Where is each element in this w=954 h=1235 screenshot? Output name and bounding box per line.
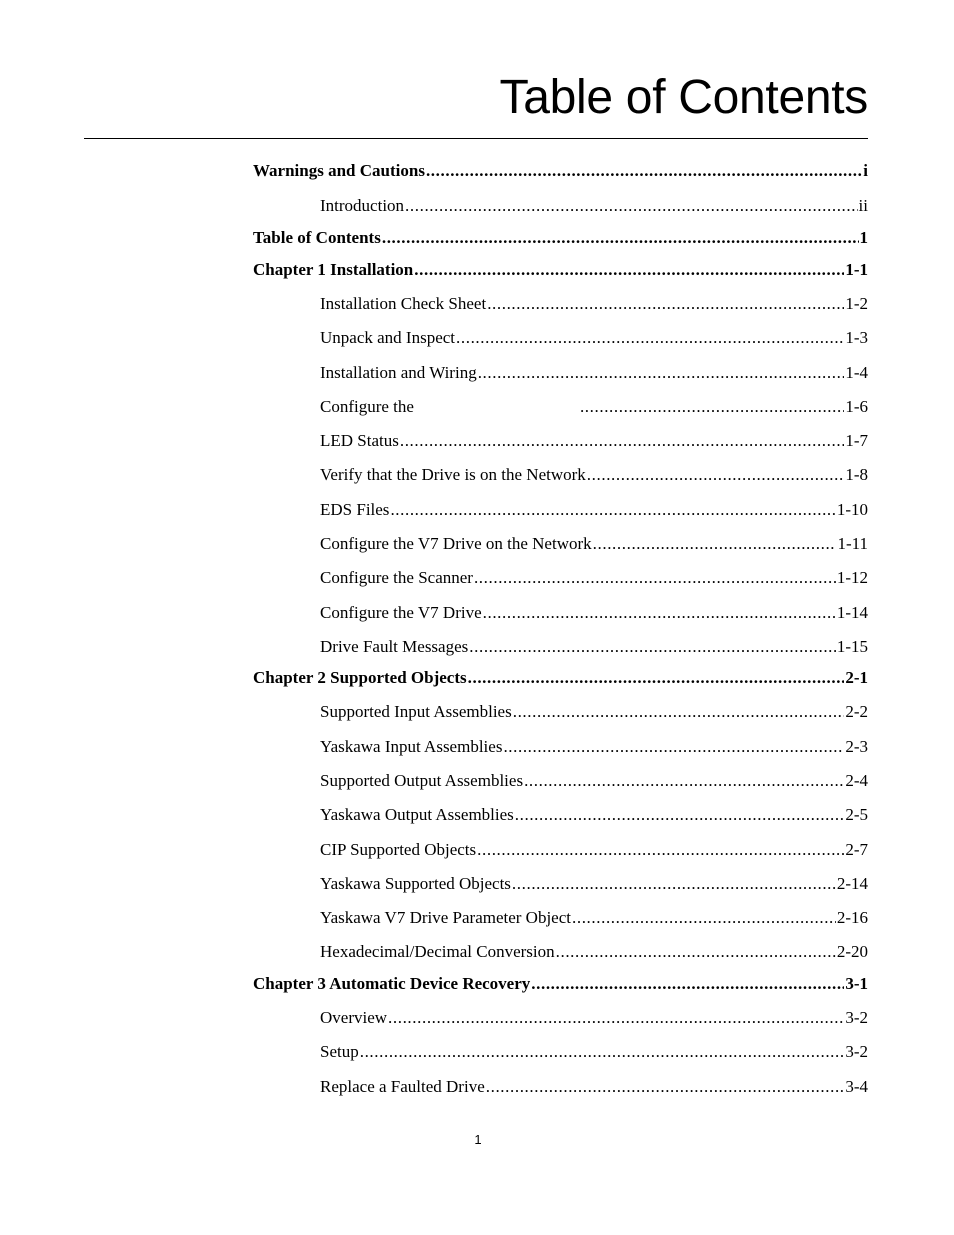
- toc-dot-leader: [587, 465, 845, 485]
- toc-entry-page: i: [863, 161, 868, 180]
- toc-section-entry[interactable]: [320, 328, 868, 348]
- toc-section-entry[interactable]: [320, 737, 868, 757]
- toc-entry-label: Chapter 1 Installation: [253, 260, 414, 279]
- toc-dot-leader: [382, 228, 859, 248]
- toc-entry-label: Yaskawa Output Assemblies: [320, 805, 514, 824]
- toc-entry-label: Yaskawa Input Assemblies: [320, 737, 503, 756]
- toc-entry-label: LED Status: [320, 431, 399, 450]
- toc-section-entry[interactable]: [320, 397, 868, 417]
- toc-entry-label: Unpack and Inspect: [320, 328, 456, 347]
- toc-entry-page: 1-2: [845, 294, 868, 313]
- toc-entry-label: Yaskawa V7 Drive Parameter Object: [320, 908, 571, 927]
- toc-dot-leader: [524, 771, 844, 791]
- toc-entry-page: 1-14: [836, 603, 868, 622]
- toc-dot-leader: [388, 1008, 844, 1028]
- toc-dot-leader: [405, 196, 858, 216]
- toc-entry-page: 2-14: [836, 874, 868, 893]
- toc-entry-page: 1-6: [845, 397, 868, 416]
- toc-entry-page: 1-11: [837, 534, 868, 553]
- page-title: Table of Contents: [499, 71, 868, 124]
- toc-entry-page: 2-20: [836, 942, 868, 961]
- toc-dot-leader: [468, 668, 845, 688]
- toc-section-entry[interactable]: [320, 637, 868, 657]
- toc-entry-label: Drive Fault Messages: [320, 637, 469, 656]
- toc-section-entry[interactable]: [320, 603, 868, 623]
- toc-entry-page: 1-10: [836, 500, 868, 519]
- toc-entry-label: EDS Files: [320, 500, 390, 519]
- toc-dot-leader: [593, 534, 837, 554]
- toc-section-entry[interactable]: [320, 568, 868, 588]
- toc-section-entry[interactable]: [320, 363, 868, 383]
- toc-chapter-entry[interactable]: [253, 228, 868, 248]
- toc-dot-leader: [515, 805, 845, 825]
- toc-chapter-entry[interactable]: [253, 260, 868, 280]
- toc-entry-page: 2-3: [845, 737, 868, 756]
- toc-entry-label: Hexadecimal/Decimal Conversion: [320, 942, 555, 961]
- toc-section-entry[interactable]: [320, 840, 868, 860]
- toc-dot-leader: [477, 840, 844, 860]
- toc-dot-leader: [486, 1077, 845, 1097]
- toc-entry-label: CIP Supported Objects: [320, 840, 477, 859]
- toc-chapter-entry[interactable]: [253, 161, 868, 181]
- toc-entry-page: 1-12: [836, 568, 868, 587]
- toc-section-entry[interactable]: [320, 908, 868, 928]
- toc-entry-label: Setup: [320, 1042, 359, 1061]
- toc-dot-leader: [478, 363, 845, 383]
- toc-section-entry[interactable]: [320, 465, 868, 485]
- toc-dot-leader: [483, 603, 836, 623]
- toc-entry-page: 2-1: [845, 668, 868, 687]
- toc-dot-leader: [580, 397, 844, 417]
- toc-section-entry[interactable]: [320, 771, 868, 791]
- toc-section-entry[interactable]: [320, 942, 868, 962]
- toc-entry-page: 1: [859, 228, 868, 247]
- toc-entry-label: Supported Output Assemblies: [320, 771, 524, 790]
- toc-entry-label: Configure the: [320, 397, 414, 416]
- toc-entry-label: Installation Check Sheet: [320, 294, 487, 313]
- toc-section-entry[interactable]: [320, 1008, 868, 1028]
- toc-entry-page: 1-4: [845, 363, 868, 382]
- toc-entry-label: Chapter 2 Supported Objects: [253, 668, 467, 687]
- toc-section-entry[interactable]: [320, 1042, 868, 1062]
- toc-section-entry[interactable]: [320, 805, 868, 825]
- toc-entry-label: Table of Contents: [253, 228, 381, 247]
- toc-entry-page: 2-7: [845, 840, 868, 859]
- toc-section-entry[interactable]: [320, 874, 868, 894]
- toc-section-entry[interactable]: [320, 294, 868, 314]
- toc-entry-label: Configure the V7 Drive on the Network: [320, 534, 592, 553]
- toc-entry-page: 1-15: [836, 637, 868, 656]
- toc-entry-label: Supported Input Assemblies: [320, 702, 512, 721]
- toc-chapter-entry[interactable]: [253, 668, 868, 688]
- toc-dot-leader: [531, 974, 844, 994]
- toc-dot-leader: [513, 702, 845, 722]
- toc-section-entry[interactable]: [320, 500, 868, 520]
- toc-dot-leader: [512, 874, 836, 894]
- toc-entry-label: Configure the V7 Drive: [320, 603, 482, 622]
- toc-dot-leader: [503, 737, 844, 757]
- toc-dot-leader: [400, 431, 844, 451]
- toc-entry-page: 1-3: [845, 328, 868, 347]
- toc-entry-label: Overview: [320, 1008, 388, 1027]
- toc-entry-page: 2-4: [845, 771, 868, 790]
- toc-entry-label: Warnings and Cautions: [253, 161, 425, 180]
- toc-entry-page: 2-16: [836, 908, 868, 927]
- toc-dot-leader: [390, 500, 835, 520]
- footer-page-number: 1: [474, 1132, 482, 1147]
- toc-entry-page: 3-4: [845, 1077, 868, 1096]
- toc-section-entry[interactable]: [320, 534, 868, 554]
- toc-entry-page: 1-1: [845, 260, 868, 279]
- toc-dot-leader: [572, 908, 836, 928]
- toc-dot-leader: [487, 294, 844, 314]
- toc-entry-page: 2-2: [845, 702, 868, 721]
- toc-entry-page: 2-5: [845, 805, 868, 824]
- toc-entry-label: Replace a Faulted Drive: [320, 1077, 485, 1096]
- toc-dot-leader: [556, 942, 836, 962]
- toc-chapter-entry[interactable]: [253, 974, 868, 994]
- toc-dot-leader: [469, 637, 836, 657]
- toc-entry-page: 3-1: [845, 974, 868, 993]
- toc-entry-label: Yaskawa Supported Objects: [320, 874, 511, 893]
- toc-dot-leader: [426, 161, 862, 181]
- toc-entry-label: Installation and Wiring: [320, 363, 477, 382]
- toc-entry-label: Chapter 3 Automatic Device Recovery: [253, 974, 531, 993]
- toc-section-entry[interactable]: [320, 1077, 868, 1097]
- toc-section-entry[interactable]: [320, 431, 868, 451]
- toc-dot-leader: [360, 1042, 845, 1062]
- toc-entry-label: Introduction: [320, 196, 405, 215]
- toc-dot-leader: [456, 328, 844, 348]
- toc-dot-leader: [474, 568, 836, 588]
- toc-entry-label: Configure the Scanner: [320, 568, 473, 587]
- toc-entry-page: 1-7: [845, 431, 868, 450]
- toc-section-entry[interactable]: [320, 196, 868, 216]
- toc-entry-label: Verify that the Drive is on the Network: [320, 465, 586, 484]
- toc-entry-page: 3-2: [845, 1042, 868, 1061]
- toc-dot-leader: [414, 260, 844, 280]
- toc-section-entry[interactable]: [320, 702, 868, 722]
- toc-entry-page: 3-2: [845, 1008, 868, 1027]
- toc-entry-page: 1-8: [845, 465, 868, 484]
- toc-entry-page: ii: [858, 196, 868, 215]
